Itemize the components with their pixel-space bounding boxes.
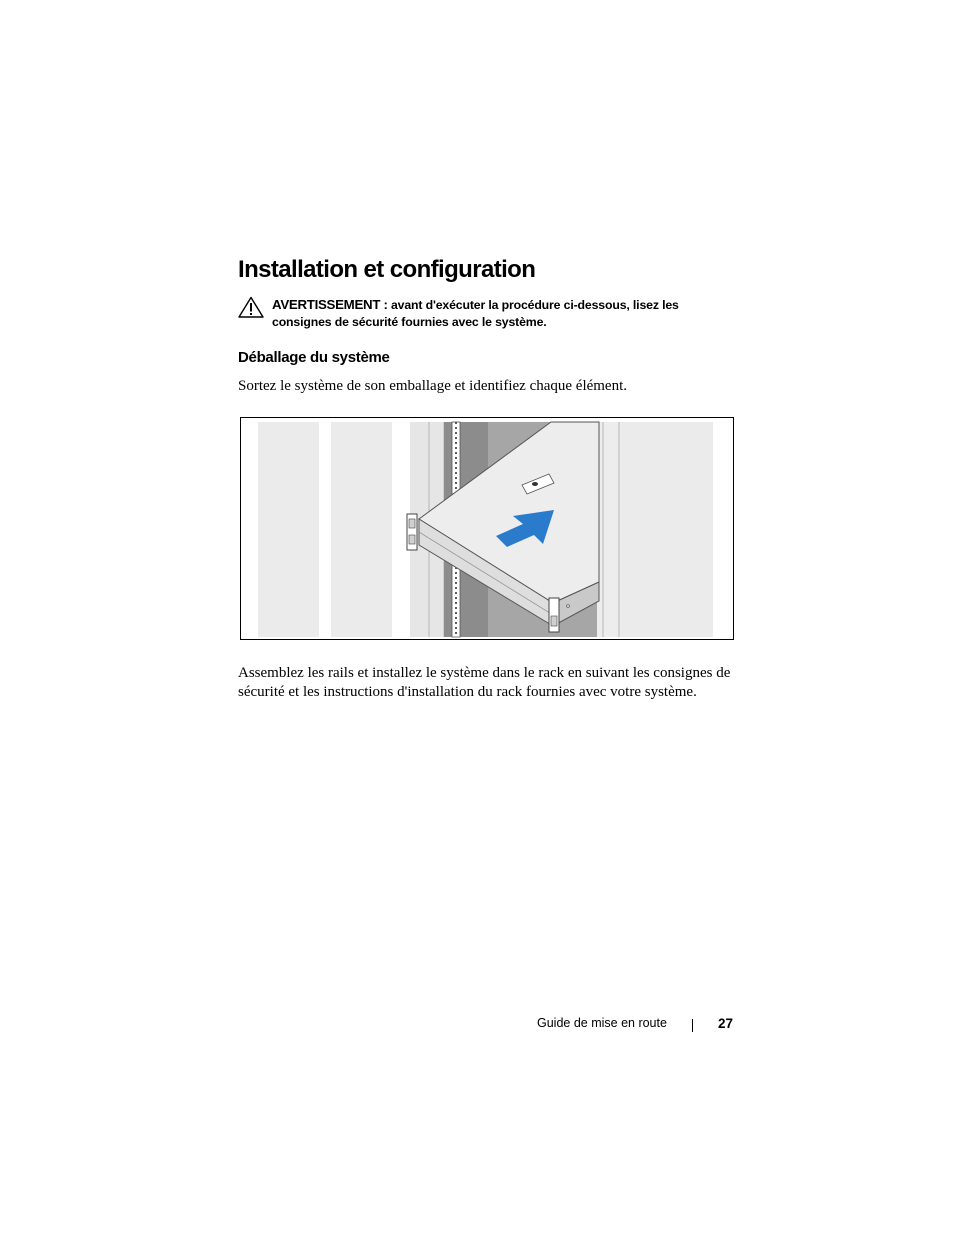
- section-heading: Déballage du système: [238, 349, 390, 366]
- warning-label: AVERTISSEMENT :: [272, 297, 388, 312]
- warning-note: [238, 296, 738, 331]
- paragraph-unpack: Sortez le système de son emballage et identifiez chaque élément.: [238, 378, 628, 394]
- warning-triangle-icon: [238, 296, 264, 318]
- rack-install-arrow-icon: [241, 418, 733, 639]
- page-number: 27: [718, 1016, 734, 1031]
- footer-separator: [692, 1019, 693, 1032]
- footer-title: Guide de mise en route: [537, 1016, 667, 1030]
- rack-install-figure: [240, 417, 734, 640]
- page-title: Installation et configuration: [238, 256, 536, 283]
- warning-text: [272, 296, 738, 331]
- warning-body: avant d'exécuter la procédure ci-dessous, lisez les consignes de sécurité fournies avec le système.: [272, 298, 679, 329]
- paragraph-assemble: Assemblez les rails et installez le système dans le rack en suivant les consignes de sécurité et les instructions d'installation du rack fournies avec votre système.: [238, 665, 731, 700]
